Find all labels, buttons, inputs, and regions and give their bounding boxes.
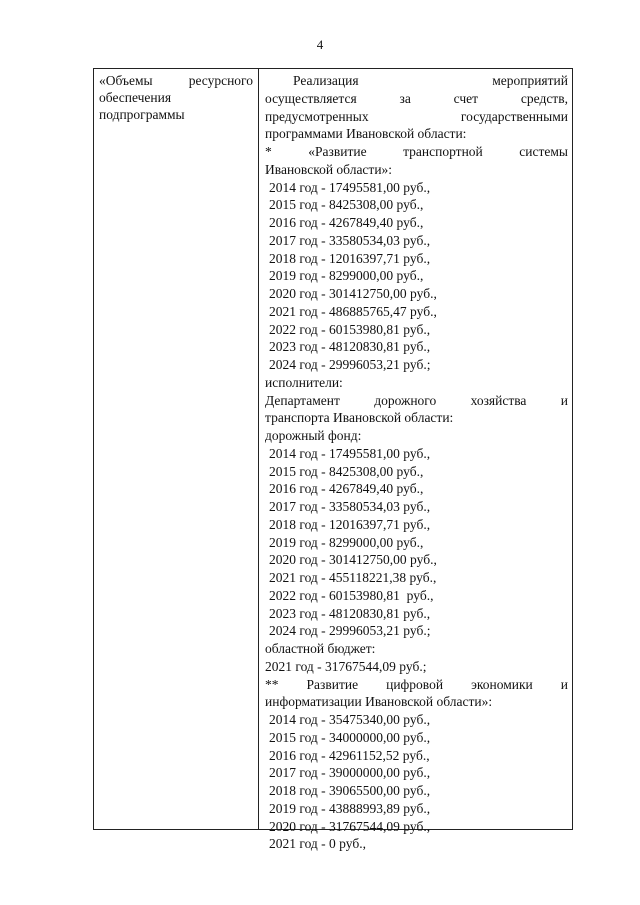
program-1-year-2024: 2024 год - 29996053,21 руб.;	[269, 357, 431, 372]
right-cell-content	[265, 72, 568, 853]
regional-budget-2021: 2021 год - 31767544,09 руб.;	[265, 658, 427, 674]
road-fund-year-2018: 2018 год - 12016397,71 руб.,	[269, 516, 431, 532]
department-line-1	[265, 392, 568, 410]
column-divider	[258, 69, 259, 829]
intro-line-3	[265, 108, 568, 126]
program-2-year-2018: 2018 год - 39065500,00 руб.,	[269, 783, 431, 798]
word: предусмотренных	[265, 108, 369, 124]
road-fund-year-2021: 2021 год - 455118221,38 руб.,	[269, 570, 437, 585]
page-number: 4	[316, 37, 324, 52]
word: государственными	[460, 108, 568, 124]
intro-line-2	[265, 90, 568, 108]
word: мероприятий	[492, 73, 568, 88]
program-1-year-2020: 2020 год - 301412750,00 руб.,	[269, 286, 437, 301]
program-2-year-2014: 2014 год - 35475340,00 руб.,	[269, 712, 431, 727]
heading-line-1	[99, 72, 253, 89]
program-1-year-2022: 2022 год - 60153980,81 руб.,	[269, 321, 431, 337]
executors-label: исполнители:	[265, 374, 343, 390]
program-2-year-2020: 2020 год - 31767544,09 руб.,	[269, 818, 431, 834]
road-fund-year-2017: 2017 год - 33580534,03 руб.,	[269, 499, 431, 514]
program-1-title-line-2: Ивановской области»:	[265, 161, 393, 177]
word: «Развитие	[308, 144, 367, 159]
program-1-year-2015: 2015 год - 8425308,00 руб.,	[269, 197, 424, 213]
road-fund-year-2020: 2020 год - 301412750,00 руб.,	[269, 552, 437, 568]
word: цифровой	[386, 676, 444, 692]
word: транспортной	[403, 144, 483, 159]
road-fund-year-2022: 2022 год - 60153980,81 руб.,	[269, 587, 434, 603]
word: счет	[453, 90, 479, 106]
program-2-year-2016: 2016 год - 42961152,52 руб.,	[269, 747, 430, 763]
word: осуществляется	[265, 90, 357, 106]
word: системы	[519, 144, 568, 159]
program-2-title-line-2: информатизации Ивановской области»:	[265, 694, 493, 710]
word: *	[265, 144, 272, 159]
word: и	[560, 676, 568, 692]
program-1-year-2023: 2023 год - 48120830,81 руб.,	[269, 339, 431, 355]
program-2-year-2017: 2017 год - 39000000,00 руб.,	[269, 765, 431, 781]
word: средств,	[520, 90, 568, 106]
program-2-year-2021: 2021 год - 0 руб.,	[269, 836, 366, 852]
program-1-title-line-1	[265, 143, 568, 161]
word: хозяйства	[470, 392, 527, 408]
heading-word: «Объемы	[99, 73, 153, 88]
department-line-2: транспорта Ивановской области:	[265, 410, 454, 426]
program-1-year-2014: 2014 год - 17495581,00 руб.,	[269, 179, 431, 195]
word: дорожного	[374, 392, 437, 408]
program-1-year-2019: 2019 год - 8299000,00 руб.,	[269, 268, 424, 284]
road-fund-year-2019: 2019 год - 8299000,00 руб.,	[269, 534, 424, 550]
word: экономики	[471, 676, 533, 692]
heading-line-3: подпрограммы	[99, 107, 185, 122]
program-1-year-2016: 2016 год - 4267849,40 руб.,	[269, 215, 424, 230]
program-2-title-line-1	[265, 676, 568, 694]
program-2-year-2019: 2019 год - 43888993,89 руб.,	[269, 800, 431, 816]
word: за	[399, 90, 411, 106]
word: Развитие	[306, 676, 359, 692]
resource-table	[93, 68, 573, 852]
word: **	[265, 676, 279, 692]
word: Департамент	[265, 392, 340, 408]
intro-line-1	[265, 72, 568, 90]
heading-word: ресурсного	[188, 73, 253, 88]
program-1-year-2017: 2017 год - 33580534,03 руб.,	[269, 232, 431, 248]
left-cell-heading	[99, 72, 253, 123]
road-fund-year-2024: 2024 год - 29996053,21 руб.;	[269, 623, 431, 639]
word: Реализация	[293, 73, 359, 88]
road-fund-year-2023: 2023 год - 48120830,81 руб.,	[269, 605, 431, 621]
regional-budget-label: областной бюджет:	[265, 641, 376, 656]
road-fund-label: дорожный фонд:	[265, 428, 362, 443]
road-fund-year-2014: 2014 год - 17495581,00 руб.,	[269, 445, 431, 461]
program-1-year-2018: 2018 год - 12016397,71 руб.,	[269, 250, 431, 266]
word: и	[560, 392, 568, 408]
heading-line-2: обеспечения	[99, 90, 172, 105]
intro-line-4: программами Ивановской области:	[265, 126, 467, 142]
program-2-year-2015: 2015 год - 34000000,00 руб.,	[269, 729, 431, 745]
road-fund-year-2015: 2015 год - 8425308,00 руб.,	[269, 463, 424, 479]
road-fund-year-2016: 2016 год - 4267849,40 руб.,	[269, 481, 424, 497]
program-1-year-2021: 2021 год - 486885765,47 руб.,	[269, 303, 437, 319]
